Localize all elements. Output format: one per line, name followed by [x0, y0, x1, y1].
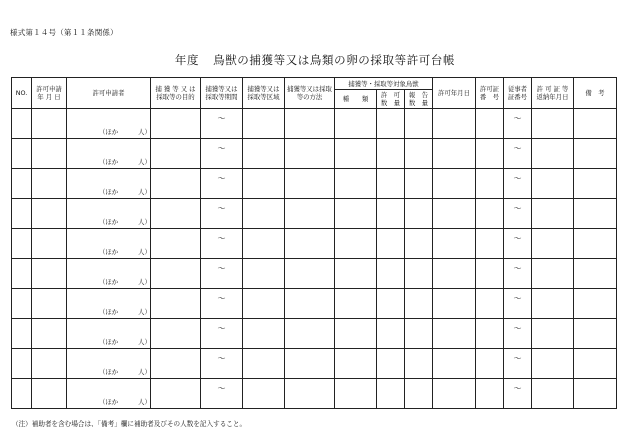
range-tilde: ～ [513, 293, 522, 303]
cell-permit-ymd[interactable] [433, 229, 476, 259]
cell-period[interactable] [201, 289, 243, 319]
cell-area[interactable] [243, 289, 285, 319]
cell-permit-date[interactable] [32, 379, 67, 409]
cell-reported-qty[interactable] [405, 109, 433, 139]
others-prefix: （ほか [99, 308, 119, 316]
cell-certificate-no[interactable] [476, 229, 504, 259]
others-prefix: （ほか [99, 368, 119, 376]
ledger-body [12, 109, 617, 409]
header-area-line2: 採取等区域 [247, 93, 280, 101]
cell-remarks[interactable] [574, 199, 617, 229]
cell-purpose[interactable] [151, 349, 201, 379]
cell-return-date[interactable] [532, 289, 574, 319]
cell-permit-ymd[interactable] [433, 199, 476, 229]
header-certificate-no-line2: 番 号 [479, 93, 500, 101]
ledger-title [0, 52, 630, 68]
ledger-row [12, 259, 617, 289]
range-tilde: ～ [513, 323, 522, 333]
cell-certificate-no[interactable] [476, 109, 504, 139]
cell-no[interactable] [12, 199, 32, 229]
cell-return-date[interactable] [532, 259, 574, 289]
cell-period[interactable] [201, 259, 243, 289]
cell-permit-ymd[interactable] [433, 259, 476, 289]
header-period-line1: 捕獲等又は [205, 85, 238, 93]
cell-species[interactable] [335, 139, 377, 169]
others-prefix: （ほか [99, 218, 119, 226]
others-suffix: 人） [138, 218, 151, 226]
header-permit-date-line2: 年 月 日 [37, 93, 61, 101]
others-suffix: 人） [138, 308, 151, 316]
cell-reported-qty[interactable] [405, 319, 433, 349]
cell-permit-date[interactable] [32, 289, 67, 319]
cell-method[interactable] [285, 289, 335, 319]
ledger-row [12, 139, 617, 169]
cell-certificate-no[interactable] [476, 199, 504, 229]
header-return-date-line2: 返納年月日 [536, 93, 569, 101]
others-count-note [99, 188, 151, 196]
cell-applicant[interactable] [67, 139, 151, 169]
header-no: NO. [12, 78, 32, 109]
range-tilde: ～ [217, 353, 226, 363]
title-main: 鳥獣の捕獲等又は鳥類の卵の採取等許可台帳 [213, 53, 456, 67]
cell-permit-date[interactable] [32, 139, 67, 169]
cell-method[interactable] [285, 169, 335, 199]
cell-method[interactable] [285, 379, 335, 409]
cell-method[interactable] [285, 109, 335, 139]
form-number: 様式第１４号（第１１条関係） [10, 28, 118, 37]
cell-area[interactable] [243, 199, 285, 229]
cell-species[interactable] [335, 319, 377, 349]
cell-area[interactable] [243, 109, 285, 139]
cell-area[interactable] [243, 139, 285, 169]
header-return-date-line1: 許 可 証 等 [536, 85, 569, 93]
cell-purpose[interactable] [151, 229, 201, 259]
cell-worker-cert-no[interactable] [504, 319, 532, 349]
cell-remarks[interactable] [574, 379, 617, 409]
cell-species[interactable] [335, 169, 377, 199]
cell-area[interactable] [243, 379, 285, 409]
cell-applicant[interactable] [67, 109, 151, 139]
cell-no[interactable] [12, 229, 32, 259]
cell-certificate-no[interactable] [476, 289, 504, 319]
cell-no[interactable] [12, 139, 32, 169]
cell-remarks[interactable] [574, 229, 617, 259]
cell-no[interactable] [12, 259, 32, 289]
header-permit-date-line1: 許可申請 [36, 85, 62, 93]
cell-species[interactable] [335, 199, 377, 229]
cell-no[interactable] [12, 319, 32, 349]
cell-method[interactable] [285, 259, 335, 289]
range-tilde: ～ [217, 323, 226, 333]
range-tilde: ～ [513, 143, 522, 153]
cell-permit-date[interactable] [32, 349, 67, 379]
cell-period[interactable] [201, 379, 243, 409]
others-count-note [99, 248, 151, 256]
cell-permitted-qty[interactable] [377, 139, 405, 169]
others-count-note [99, 368, 151, 376]
cell-worker-cert-no[interactable] [504, 139, 532, 169]
range-tilde: ～ [217, 143, 226, 153]
cell-applicant[interactable] [67, 289, 151, 319]
header-permitted-qty-line1: 許 可 [380, 91, 401, 99]
cell-remarks[interactable] [574, 349, 617, 379]
others-suffix: 人） [138, 368, 151, 376]
ledger-row [12, 289, 617, 319]
cell-purpose[interactable] [151, 109, 201, 139]
cell-certificate-no[interactable] [476, 169, 504, 199]
cell-reported-qty[interactable] [405, 349, 433, 379]
cell-permit-ymd[interactable] [433, 349, 476, 379]
cell-return-date[interactable] [532, 139, 574, 169]
range-tilde: ～ [513, 263, 522, 273]
cell-applicant[interactable] [67, 259, 151, 289]
range-tilde: ～ [217, 233, 226, 243]
header-worker-cert-no-line2: 証番号 [507, 93, 528, 101]
cell-worker-cert-no[interactable] [504, 199, 532, 229]
cell-species[interactable] [335, 349, 377, 379]
cell-applicant[interactable] [67, 349, 151, 379]
cell-permit-date[interactable] [32, 229, 67, 259]
cell-permit-date[interactable] [32, 199, 67, 229]
cell-period[interactable] [201, 139, 243, 169]
header-remarks: 備 考 [574, 78, 617, 109]
cell-permitted-qty[interactable] [377, 229, 405, 259]
others-prefix: （ほか [99, 278, 119, 286]
cell-permitted-qty[interactable] [377, 379, 405, 409]
cell-species[interactable] [335, 229, 377, 259]
cell-permit-ymd[interactable] [433, 379, 476, 409]
header-species: 種 類 [335, 90, 377, 109]
cell-return-date[interactable] [532, 199, 574, 229]
cell-species[interactable] [335, 289, 377, 319]
cell-purpose[interactable] [151, 139, 201, 169]
cell-permit-date[interactable] [32, 319, 67, 349]
ledger-row [12, 109, 617, 139]
cell-reported-qty[interactable] [405, 139, 433, 169]
header-purpose-line1: 捕 獲 等 又 は [155, 85, 196, 93]
header-reported-qty [405, 90, 433, 109]
cell-reported-qty[interactable] [405, 289, 433, 319]
range-tilde: ～ [513, 203, 522, 213]
cell-remarks[interactable] [574, 169, 617, 199]
header-applicant: 許可申請者 [67, 78, 151, 109]
cell-permit-date[interactable] [32, 169, 67, 199]
cell-permitted-qty[interactable] [377, 109, 405, 139]
range-tilde: ～ [513, 173, 522, 183]
others-count-note [99, 308, 151, 316]
cell-species[interactable] [335, 109, 377, 139]
ledger-row [12, 349, 617, 379]
cell-no[interactable] [12, 169, 32, 199]
cell-method[interactable] [285, 319, 335, 349]
cell-certificate-no[interactable] [476, 379, 504, 409]
cell-reported-qty[interactable] [405, 259, 433, 289]
cell-return-date[interactable] [532, 169, 574, 199]
cell-applicant[interactable] [67, 229, 151, 259]
ledger-row [12, 199, 617, 229]
others-prefix: （ほか [99, 188, 119, 196]
range-tilde: ～ [217, 383, 226, 393]
cell-period[interactable] [201, 169, 243, 199]
header-permitted-qty-line2: 数 量 [380, 99, 401, 107]
header-permit-date [32, 78, 67, 109]
cell-purpose[interactable] [151, 379, 201, 409]
cell-worker-cert-no[interactable] [504, 379, 532, 409]
cell-method[interactable] [285, 139, 335, 169]
cell-species[interactable] [335, 379, 377, 409]
cell-remarks[interactable] [574, 319, 617, 349]
others-prefix: （ほか [99, 338, 119, 346]
cell-certificate-no[interactable] [476, 319, 504, 349]
range-tilde: ～ [217, 203, 226, 213]
cell-area[interactable] [243, 229, 285, 259]
others-suffix: 人） [138, 128, 151, 136]
cell-no[interactable] [12, 379, 32, 409]
cell-applicant[interactable] [67, 199, 151, 229]
header-method: 捕獲等又は採取等の方法 [285, 78, 335, 109]
cell-permit-ymd[interactable] [433, 109, 476, 139]
others-suffix: 人） [138, 188, 151, 196]
cell-worker-cert-no[interactable] [504, 229, 532, 259]
ledger-row [12, 319, 617, 349]
cell-permitted-qty[interactable] [377, 199, 405, 229]
cell-worker-cert-no[interactable] [504, 289, 532, 319]
cell-permit-ymd[interactable] [433, 169, 476, 199]
cell-certificate-no[interactable] [476, 349, 504, 379]
cell-remarks[interactable] [574, 109, 617, 139]
header-reported-qty-line1: 報 告 [408, 91, 429, 99]
range-tilde: ～ [217, 173, 226, 183]
cell-certificate-no[interactable] [476, 139, 504, 169]
cell-period[interactable] [201, 229, 243, 259]
cell-return-date[interactable] [532, 379, 574, 409]
others-suffix: 人） [138, 158, 151, 166]
cell-applicant[interactable] [67, 379, 151, 409]
cell-worker-cert-no[interactable] [504, 169, 532, 199]
cell-area[interactable] [243, 169, 285, 199]
cell-reported-qty[interactable] [405, 229, 433, 259]
header-purpose [151, 78, 201, 109]
cell-permit-ymd[interactable] [433, 319, 476, 349]
cell-period[interactable] [201, 199, 243, 229]
cell-permitted-qty[interactable] [377, 259, 405, 289]
cell-worker-cert-no[interactable] [504, 259, 532, 289]
cell-period[interactable] [201, 349, 243, 379]
others-prefix: （ほか [99, 158, 119, 166]
others-suffix: 人） [138, 338, 151, 346]
header-reported-qty-line2: 数 量 [408, 99, 429, 107]
ledger-row [12, 379, 617, 409]
cell-period[interactable] [201, 319, 243, 349]
cell-remarks[interactable] [574, 139, 617, 169]
header-area [243, 78, 285, 109]
cell-reported-qty[interactable] [405, 379, 433, 409]
ledger-row [12, 229, 617, 259]
cell-remarks[interactable] [574, 289, 617, 319]
others-suffix: 人） [138, 398, 151, 406]
header-worker-cert-no-line1: 従事者 [507, 85, 528, 93]
header-worker-cert-no [504, 78, 532, 109]
others-count-note [99, 338, 151, 346]
header-purpose-line2: 採取等の目的 [156, 93, 195, 101]
range-tilde: ～ [217, 263, 226, 273]
permit-ledger-table [11, 77, 617, 409]
cell-permitted-qty[interactable] [377, 169, 405, 199]
others-count-note [99, 158, 151, 166]
cell-return-date[interactable] [532, 229, 574, 259]
cell-purpose[interactable] [151, 289, 201, 319]
others-count-note [99, 278, 151, 286]
header-period-line2: 採取等期間 [205, 93, 238, 101]
cell-permitted-qty[interactable] [377, 349, 405, 379]
header-target-group: 捕獲等・採取等対象鳥獣 [335, 78, 433, 90]
cell-no[interactable] [12, 289, 32, 319]
header-period [201, 78, 243, 109]
range-tilde: ～ [217, 113, 226, 123]
others-suffix: 人） [138, 248, 151, 256]
cell-certificate-no[interactable] [476, 259, 504, 289]
cell-method[interactable] [285, 199, 335, 229]
title-year-label: 年度 [174, 53, 200, 67]
header-certificate-no [476, 78, 504, 109]
cell-purpose[interactable] [151, 199, 201, 229]
cell-area[interactable] [243, 319, 285, 349]
header-permit-ymd: 許可年月日 [433, 78, 476, 109]
cell-worker-cert-no[interactable] [504, 349, 532, 379]
cell-no[interactable] [12, 109, 32, 139]
range-tilde: ～ [513, 233, 522, 243]
others-prefix: （ほか [99, 398, 119, 406]
cell-worker-cert-no[interactable] [504, 109, 532, 139]
cell-purpose[interactable] [151, 319, 201, 349]
cell-return-date[interactable] [532, 319, 574, 349]
cell-permit-date[interactable] [32, 259, 67, 289]
cell-purpose[interactable] [151, 259, 201, 289]
cell-permitted-qty[interactable] [377, 289, 405, 319]
others-prefix: （ほか [99, 248, 119, 256]
header-certificate-no-line1: 許可証 [479, 85, 500, 93]
cell-permit-ymd[interactable] [433, 289, 476, 319]
header-area-line1: 捕獲等又は [247, 85, 280, 93]
cell-reported-qty[interactable] [405, 199, 433, 229]
cell-permitted-qty[interactable] [377, 319, 405, 349]
cell-purpose[interactable] [151, 169, 201, 199]
range-tilde: ～ [217, 293, 226, 303]
cell-method[interactable] [285, 229, 335, 259]
cell-applicant[interactable] [67, 169, 151, 199]
others-count-note [99, 128, 151, 136]
cell-area[interactable] [243, 349, 285, 379]
cell-area[interactable] [243, 259, 285, 289]
others-prefix: （ほか [99, 128, 119, 136]
cell-return-date[interactable] [532, 109, 574, 139]
range-tilde: ～ [513, 383, 522, 393]
ledger-row [12, 169, 617, 199]
footnote: （注）補助者を含む場合は、「備考」欄に補助者及びその人数を記入すること。 [12, 420, 247, 428]
cell-return-date[interactable] [532, 349, 574, 379]
others-count-note [99, 218, 151, 226]
cell-reported-qty[interactable] [405, 169, 433, 199]
cell-no[interactable] [12, 349, 32, 379]
header-return-date [532, 78, 574, 109]
cell-method[interactable] [285, 349, 335, 379]
cell-permit-ymd[interactable] [433, 139, 476, 169]
range-tilde: ～ [513, 113, 522, 123]
others-count-note [99, 398, 151, 406]
cell-remarks[interactable] [574, 259, 617, 289]
others-suffix: 人） [138, 278, 151, 286]
cell-permit-date[interactable] [32, 109, 67, 139]
header-permitted-qty [377, 90, 405, 109]
cell-species[interactable] [335, 259, 377, 289]
cell-applicant[interactable] [67, 319, 151, 349]
cell-period[interactable] [201, 109, 243, 139]
range-tilde: ～ [513, 353, 522, 363]
